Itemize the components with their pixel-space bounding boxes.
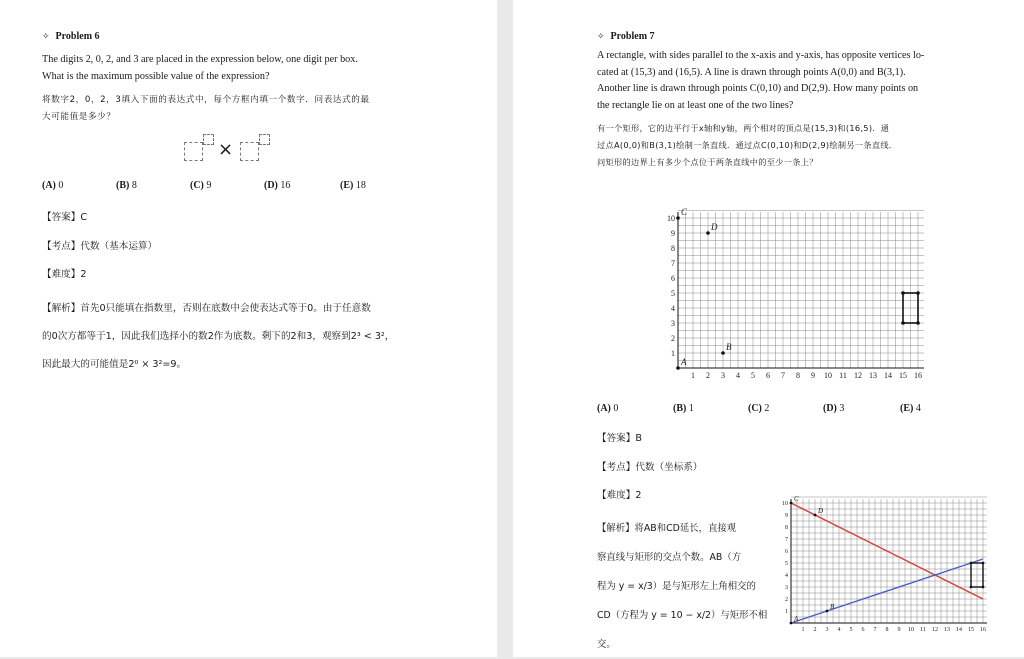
x-tick-label: 6 — [861, 627, 865, 633]
y-tick-label: 4 — [671, 303, 675, 313]
right-page — [513, 0, 1024, 657]
x-tick-label: 11 — [839, 371, 847, 380]
topic-line: 【考点】代数（基本运算） — [42, 241, 158, 252]
x-tick-label: 15 — [899, 371, 907, 380]
point-label: C — [681, 207, 688, 217]
x-tick-label: 8 — [796, 371, 800, 380]
rectangle-vertex — [901, 321, 905, 325]
exponent-box — [259, 134, 270, 145]
x-tick-label: 1 — [801, 627, 805, 633]
x-tick-label: 13 — [944, 627, 950, 633]
point-label: D — [818, 507, 824, 515]
x-tick-label: 13 — [869, 371, 877, 380]
explanation: 【解析】首先0只能填在指数里，否则在底数中会使表达式等于0。由于任意数 的0次方都等于1，因此我们选择小的数2作为底数。剩下的2和3，观察到2³ < 3²， 因此最大的可能值是2⁰ × 3²=9。 — [42, 303, 395, 370]
data-point — [814, 514, 817, 517]
x-tick-label: 10 — [824, 371, 832, 380]
x-tick-label: 12 — [932, 627, 938, 633]
choice-e: (E) 18 — [340, 180, 366, 191]
x-tick-label: 4 — [736, 371, 740, 380]
problem-7-chinese: 有一个矩形，它的边平行于x轴和y轴，两个相对的顶点是(15,3)和(16,5)．通 过点A(0,0)和B(3,1)绘制一条直线．通过点C(0,10)和D(2,9)绘制另一条直线． 问矩形的边界上有多少个点位于两条直线中的至少一条上？ — [597, 123, 898, 167]
x-tick-label: 5 — [849, 627, 853, 633]
coordinate-grid-chart — [643, 200, 923, 385]
y-tick-label: 6 — [671, 273, 675, 283]
times-sign: × — [218, 139, 234, 160]
y-tick-label: 5 — [671, 288, 675, 298]
x-tick-label: 2 — [813, 627, 817, 633]
x-tick-label: 11 — [920, 627, 926, 633]
rectangle-vertex — [982, 586, 985, 589]
y-tick-label: 5 — [785, 561, 788, 568]
data-point — [826, 610, 829, 613]
point-label: A — [794, 615, 799, 623]
rectangle-vertex — [982, 562, 985, 565]
y-tick-label: 7 — [671, 258, 675, 268]
data-point — [721, 351, 725, 355]
y-tick-label: 3 — [785, 585, 788, 592]
answer-line: 【答案】C — [42, 212, 88, 223]
y-tick-label: 1 — [671, 348, 675, 358]
x-tick-label: 9 — [897, 627, 901, 633]
y-tick-label: 9 — [785, 513, 788, 520]
expression-boxes — [182, 134, 282, 164]
x-tick-label: 15 — [968, 627, 974, 633]
choice-a: (A) 0 — [42, 180, 64, 191]
y-tick-label: 10 — [782, 501, 788, 508]
topic-line: 【考点】代数（坐标系） — [597, 462, 703, 473]
choice-b: (B) 8 — [116, 180, 137, 191]
y-tick-label: 7 — [785, 537, 788, 544]
x-tick-label: 16 — [914, 371, 922, 380]
x-tick-label: 12 — [854, 371, 862, 380]
x-tick-label: 6 — [766, 371, 770, 380]
x-tick-label: 7 — [781, 371, 785, 380]
x-tick-label: 4 — [837, 627, 841, 633]
choice-c: (C) 2 — [748, 403, 770, 414]
x-tick-label: 14 — [884, 371, 892, 380]
explanation: 【解析】将AB和CD延长，直接观 察直线与矩形的交点个数。AB（方 程为 y = x/3）是与矩形左上角相交的 CD（方程为 y = 10 − x/2）与矩形不相 交。 — [597, 523, 768, 650]
point-label: A — [681, 357, 687, 367]
y-tick-label: 3 — [671, 318, 675, 328]
rectangle-vertex — [916, 321, 920, 325]
x-tick-label: 9 — [811, 371, 815, 380]
y-tick-label: 2 — [671, 333, 675, 343]
x-tick-label: 8 — [885, 627, 889, 633]
exponent-box — [203, 134, 214, 145]
x-tick-label: 7 — [873, 627, 877, 633]
difficulty-line: 【难度】2 — [42, 269, 87, 280]
x-tick-label: 3 — [721, 371, 725, 380]
choice-d: (D) 16 — [264, 180, 291, 191]
data-point — [676, 366, 680, 370]
choice-d: (D) 3 — [823, 403, 845, 414]
rectangle-vertex — [970, 586, 973, 589]
problem-6-english: The digits 2, 0, 2, and 3 are placed in the expression below, one digit per box. What is the maximum possible value of the expression? — [42, 54, 358, 82]
data-point — [790, 622, 793, 625]
y-tick-label: 1 — [785, 609, 788, 616]
x-tick-label: 16 — [980, 627, 986, 633]
y-tick-label: 4 — [785, 573, 788, 580]
problem-6-choices — [42, 180, 482, 194]
problem-7-english: A rectangle, with sides parallel to the x-axis and y-axis, has opposite vertices lo- cated at (15,3) and (16,5). A line is drawn through points A(0,0) and B(3,1). Another line is drawn through points C(0,10) and D(2,9). How many points on the rectangle lie on at least one of the two lines? — [597, 50, 925, 111]
x-tick-label: 1 — [691, 371, 695, 380]
y-tick-label: 8 — [671, 243, 675, 253]
y-tick-label: 10 — [667, 213, 675, 223]
choice-c: (C) 9 — [190, 180, 212, 191]
rectangle-vertex — [916, 291, 920, 295]
y-tick-label: 2 — [785, 597, 788, 604]
point-label: D — [711, 222, 718, 232]
y-tick-label: 6 — [785, 549, 788, 556]
x-tick-label: 14 — [956, 627, 962, 633]
y-tick-label: 8 — [785, 525, 788, 532]
rectangle-vertex — [970, 562, 973, 565]
x-tick-label: 5 — [751, 371, 755, 380]
point-label: C — [794, 495, 799, 503]
data-point — [676, 216, 680, 220]
answer-line: 【答案】B — [597, 433, 642, 444]
problem-7-choices — [597, 403, 997, 417]
x-tick-label: 3 — [825, 627, 829, 633]
x-tick-label: 10 — [908, 627, 914, 633]
choice-e: (E) 4 — [900, 403, 921, 414]
problem-6-title: ✧ Problem 6 — [42, 31, 100, 42]
choice-b: (B) 1 — [673, 403, 694, 414]
line-intersection-chart — [783, 495, 993, 645]
left-page — [0, 0, 497, 657]
diamond-icon: ✧ — [42, 32, 50, 42]
base-box — [184, 142, 203, 161]
problem-7-title: ✧ Problem 7 — [597, 31, 655, 42]
rectangle-vertex — [901, 291, 905, 295]
y-tick-label: 9 — [671, 228, 675, 238]
problem-6-chinese: 将数字2，0，2，3填入下面的表达式中，每个方框内填一个数字．问表达式的最 大可能值是多少？ — [42, 95, 370, 122]
data-point — [706, 231, 710, 235]
data-point — [790, 502, 793, 505]
choice-a: (A) 0 — [597, 403, 619, 414]
difficulty-line: 【难度】2 — [597, 490, 642, 501]
base-box — [240, 142, 259, 161]
point-label: B — [726, 342, 732, 352]
point-label: B — [830, 603, 835, 611]
diamond-icon: ✧ — [597, 32, 605, 42]
x-tick-label: 2 — [706, 371, 710, 380]
